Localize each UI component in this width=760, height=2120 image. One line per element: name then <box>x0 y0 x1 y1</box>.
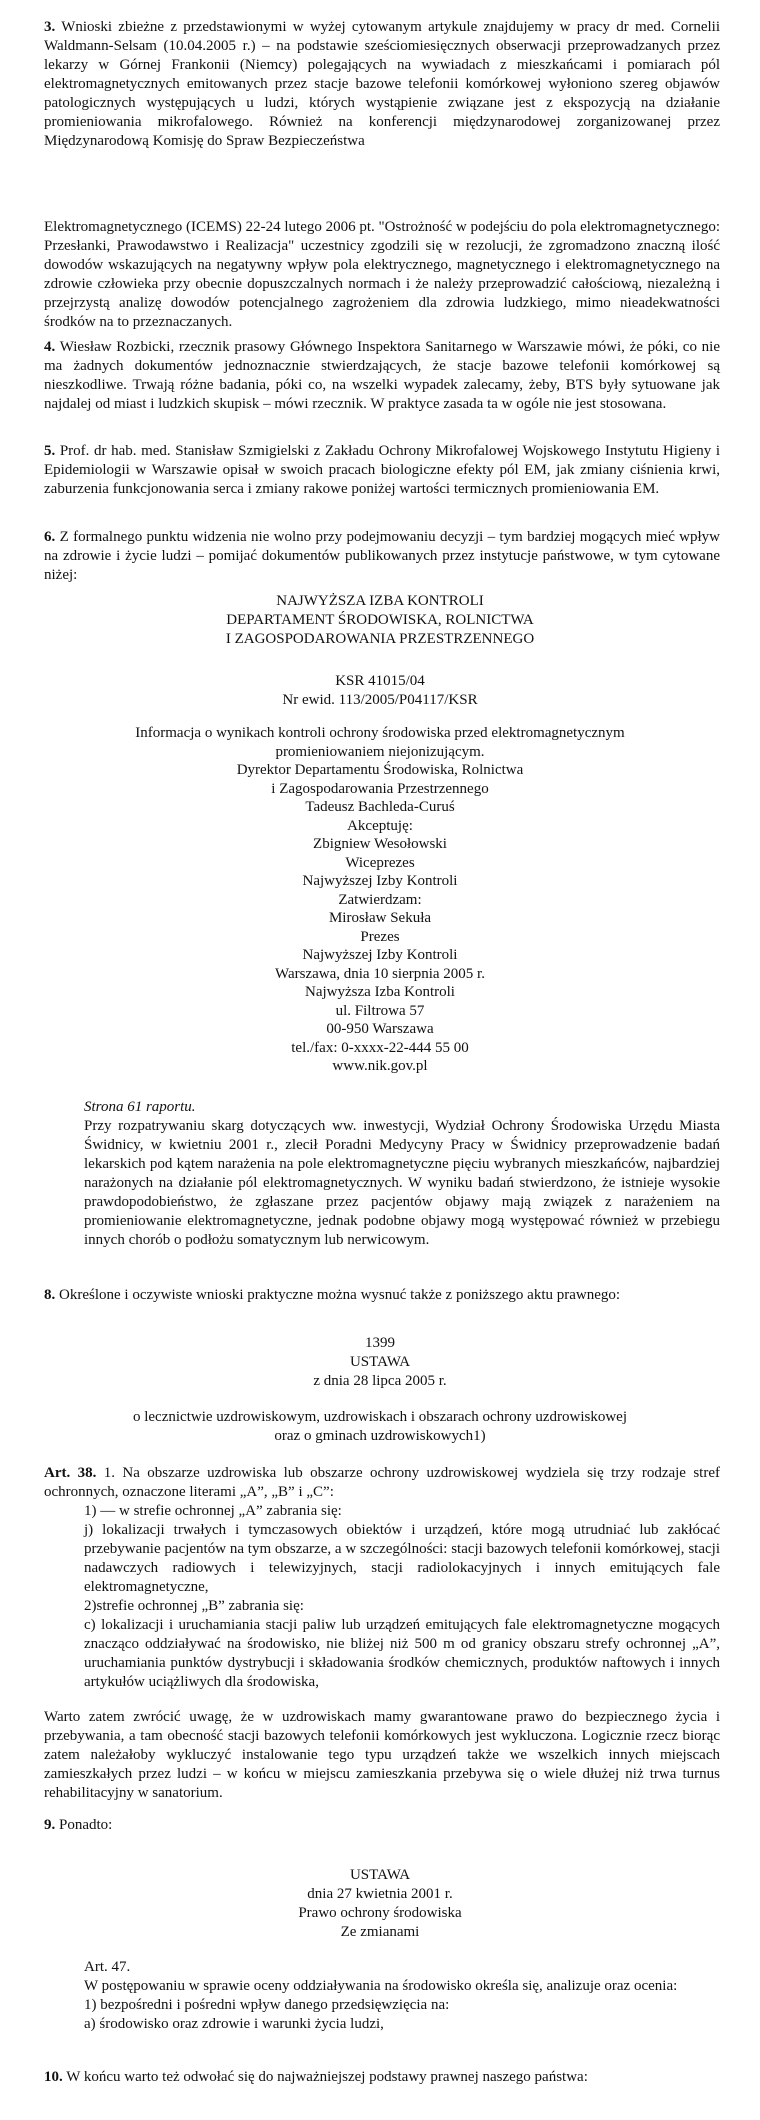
nik-ref-line: KSR 41015/04 <box>335 673 425 689</box>
paragraph-warto <box>44 1708 720 1803</box>
article-38-items <box>84 1502 720 1692</box>
paragraph-text: W końcu warto też odwołać się do najważniejszej podstawy prawnej naszego państwa: <box>66 2069 588 2085</box>
nik-info-block <box>60 724 700 1076</box>
article-intro: 1. Na obszarze uzdrowiska lub obszarze ochrony uzdrowiskowej wydziela się trzy rodzaje stref ochronnych, oznaczone literami „A”, „B” i „C”: <box>44 1465 721 1500</box>
nik-header-line: NAJWYŻSZA IZBA KONTROLI <box>276 593 484 609</box>
paragraph-4 <box>44 338 720 414</box>
paragraph-text: Warto zatem zwrócić uwagę, że w uzdrowiskach mamy gwarantowane prawo do bezpiecznego życia i przebywania, a tam obecność stacji bazowych telefonii komórkowych jest wykluczona. Logicznie rzecz biorąc zatem należałoby wykluczyć instalowanie tego typu urządzeń także we wszelkich innych miejscach zamieszkałych przez ludzi – w końcu w miejscu zamieszkania przebywa się o wiele dłużej niż trwa turnus rehabilitacyjny w sanatorium. <box>44 1709 720 1801</box>
nik-info-line: Mirosław Sekuła <box>328 910 432 926</box>
nik-info-line: Dyrektor Departamentu Środowiska, Rolnictwa <box>236 762 524 778</box>
article-line: W postępowaniu w sprawie oceny oddziaływania na środowisko określa się, analizuje oraz ocenia: <box>84 1978 678 1994</box>
nik-info-line: 00-950 Warszawa <box>326 1021 434 1037</box>
paragraph-number: 8. <box>44 1287 56 1303</box>
paragraph-text: Elektromagnetycznego (ICEMS) 22-24 lutego 2006 pt. "Ostrożność w podejściu do pola elektromagnetycznego: Przesłanki, Prawodawstwo i Realizacja" uczestnicy zgodzili się w rezolucji, że zgromadzono znaczną ilość dowodów wskazujących na negatywny wpływ pola elektrycznego, magnetycznego i elektromagnetycznego na zdrowie człowieka przy obecnie dopuszczalnych normach i że należy przeprowadzić całościową, niezależną i przejrzystą analizę dowodów potencjalnego zagrożeniem dla zdrowia ludzkiego, mimo nieadekwatności środków na to przeznaczanych. <box>44 219 720 330</box>
nik-info-line: Najwyższej Izby Kontroli <box>302 873 458 889</box>
nik-info-line: Akceptuję: <box>347 817 413 834</box>
act-title-line: z dnia 28 lipca 2005 r. <box>313 1373 447 1389</box>
nik-info-line: ul. Filtrowa 57 <box>335 1002 425 1019</box>
paragraph-number: 4. <box>44 339 56 355</box>
act-title-line: dnia 27 kwietnia 2001 r. <box>307 1886 453 1902</box>
nik-info-line: Najwyższej Izby Kontroli <box>302 947 458 963</box>
article-label: Art. 47. <box>84 1959 131 1975</box>
nik-info-line: tel./fax: 0-xxxx-22-444 55 00 <box>291 1039 469 1056</box>
nik-header-line: I ZAGOSPODAROWANIA PRZESTRZENNEGO <box>225 631 535 647</box>
nik-info-line: Wiceprezes <box>345 854 415 871</box>
nik-info-line: www.nik.gov.pl <box>332 1058 428 1074</box>
nik-reference <box>100 672 660 710</box>
nik-header-line: DEPARTAMENT ŚRODOWISKA, ROLNICTWA <box>226 612 534 628</box>
nik-info-line: Zbigniew Wesołowski <box>313 836 447 852</box>
paragraph-9 <box>44 1816 720 1835</box>
paragraph-number: 5. <box>44 443 56 459</box>
article-line: 1) bezpośredni i pośredni wpływ danego przedsięwzięcia na: <box>84 1997 450 2013</box>
article-label: Art. 38. <box>44 1465 97 1481</box>
paragraph-number: 9. <box>44 1817 56 1833</box>
act-title-line: Prawo ochrony środowiska <box>298 1905 462 1921</box>
nik-info-line: Tadeusz Bachleda-Curuś <box>305 799 455 815</box>
nik-info-line: Zatwierdzam: <box>338 891 422 908</box>
paragraph-3-continued <box>44 218 720 332</box>
article-item: 2)strefie ochronnej „B” zabrania się: <box>84 1598 304 1614</box>
article-line: a) środowisko oraz zdrowie i warunki życia ludzi, <box>84 2016 384 2032</box>
nik-ref-line: Nr ewid. 113/2005/P04117/KSR <box>282 692 478 708</box>
paragraph-text: Ponadto: <box>59 1817 113 1833</box>
paragraph-5 <box>44 442 720 499</box>
paragraph-text: Określone i oczywiste wnioski praktyczne można wysnuć także z poniższego aktu prawnego: <box>59 1287 621 1303</box>
act-title-line: 1399 <box>365 1335 395 1351</box>
article-item: j) lokalizacji trwałych i tymczasowych obiektów i urządzeń, które mogą utrudniać lub zakłócać przebywanie pacjentów na tym obszarze, a w szczególności: stacji bazowych telefonii komórkowej, stacji nadawczych radiowych i telewizyjnych, stacji radiolokacyjnych i innych emitujących fale elektromagnetyczne, <box>84 1522 720 1595</box>
article-38 <box>44 1464 720 1502</box>
report-text: Przy rozpatrywaniu skarg dotyczących ww. inwestycji, Wydział Ochrony Środowiska Urzędu Miasta Świdnicy, w kwietniu 2001 r., zlecił Poradni Medycyny Pracy w Świdnicy przeprowadzenie badań lekarskich pod kątem narażenia na pole elektromagnetyczne pięciu wybranych mieszkańców, najbardziej narażonych na działanie pól elektromagnetycznych. W wyniku badań stwierdzono, że istnieje wysokie prawdopodobieństwo, że zgłaszane przez pacjentów objawy mają związek z narażeniem na promieniowanie elektromagnetyczne, jednak podobne objawy mogą występować również w przebiegu innych chorób o podłożu somatycznym lub nerwicowym. <box>84 1118 720 1248</box>
paragraph-10 <box>44 2068 720 2087</box>
paragraph-3 <box>44 18 720 151</box>
paragraph-text: Wiesław Rozbicki, rzecznik prasowy Głównego Inspektora Sanitarnego w Warszawie mówi, że póki, co nie ma żadnych dokumentów jednoznacznie stwierdzających, że stacje bazowe telefonii komórkowej są nieszkodliwe. Trwają różne badania, póki co, na wszelki wypadek zalecamy, żeby, BTS były sytuowane jak najdalej od miast i ludzkich skupisk – mówi rzecznik. W praktyce zasada ta w ogóle nie jest stosowana. <box>44 339 720 412</box>
act-title-line: USTAWA <box>349 1354 411 1370</box>
nik-info-line: promieniowaniem niejonizującym. <box>275 743 485 760</box>
paragraph-6 <box>44 528 720 585</box>
paragraph-text: Z formalnego punktu widzenia nie wolno przy podejmowaniu decyzji – tym bardziej mogących mieć wpływ na zdrowie i życie ludzi – pomijać dokumentów publikowanych przez instytucje państwowe, w tym cytowane niżej: <box>44 529 721 583</box>
paragraph-text: Prof. dr hab. med. Stanisław Szmigielski z Zakładu Ochrony Mikrofalowej Wojskowego Instytutu Higieny i Epidemiologii w Warszawie opisał w swoich pracach biologiczne efekty pól EM, jak zmiany ciśnienia krwi, zaburzenia funkcjonowania serca i zmiany rakowe poniżej wartości termicznych promieniowania EM. <box>44 443 721 497</box>
article-item: c) lokalizacji i uruchamiania stacji paliw lub urządzeń emitujących fale elektromagnetyczne mogących znacząco oddziaływać na środowisko, nie bliżej niż 500 m od granicy obszaru strefy ochronnej „A”, uruchamiania punktów dystrybucji i składowania środków chemicznych, produktów naftowych i innych artykułów uciążliwych dla środowiska, <box>84 1617 720 1690</box>
article-47 <box>84 1958 720 2034</box>
act-1-title <box>100 1334 660 1391</box>
nik-info-line: Prezes <box>360 928 400 945</box>
paragraph-number: 10. <box>44 2069 63 2085</box>
nik-info-line: i Zagospodarowania Przestrzennego <box>271 780 489 797</box>
act-2-title <box>100 1866 660 1942</box>
act-title-line: Ze zmianami <box>340 1924 420 1940</box>
nik-info-line: Najwyższa Izba Kontroli <box>305 984 455 1000</box>
article-item: 1) — w strefie ochronnej „A” zabrania się: <box>84 1503 342 1519</box>
paragraph-number: 3. <box>44 19 56 35</box>
paragraph-text: Wnioski zbieżne z przedstawionymi w wyżej cytowanym artykule znajdujemy w pracy dr med. Cornelii Waldmann-Selsam (10.04.2005 r.) – na podstawie sześciomiesięcznych obserwacji przeprowadzanych przez lekarzy w Górnej Frankonii (Niemcy) polegających na wywiadach z mieszkańcami i pomiarach pól elektromagnetycznych emitowanych przez stacje bazowe telefonii komórkowej wyłoniono szereg objawów patologicznych występujących u ludzi, których wystąpienie związane jest z ekspozycją na działanie promieniowania mikrofalowego. Również na konferencji międzynarodowej zorganizowanej przez Międzynarodową Komisję do Spraw Bezpieczeństwa <box>44 19 720 149</box>
report-page-label: Strona 61 raportu. <box>84 1099 196 1115</box>
nik-info-line: Warszawa, dnia 10 sierpnia 2005 r. <box>275 965 485 982</box>
nik-info-line: Informacja o wynikach kontroli ochrony środowiska przed elektromagnetycznym <box>135 725 625 741</box>
report-excerpt <box>84 1098 720 1250</box>
act-1-subtitle <box>60 1408 700 1446</box>
paragraph-8 <box>44 1286 720 1305</box>
paragraph-number: 6. <box>44 529 56 545</box>
act-subtitle-line: oraz o gminach uzdrowiskowych1) <box>274 1428 486 1444</box>
act-title-line: USTAWA <box>349 1867 411 1883</box>
nik-header <box>100 592 660 649</box>
act-subtitle-line: o lecznictwie uzdrowiskowym, uzdrowiskach i obszarach ochrony uzdrowiskowej <box>132 1409 628 1425</box>
